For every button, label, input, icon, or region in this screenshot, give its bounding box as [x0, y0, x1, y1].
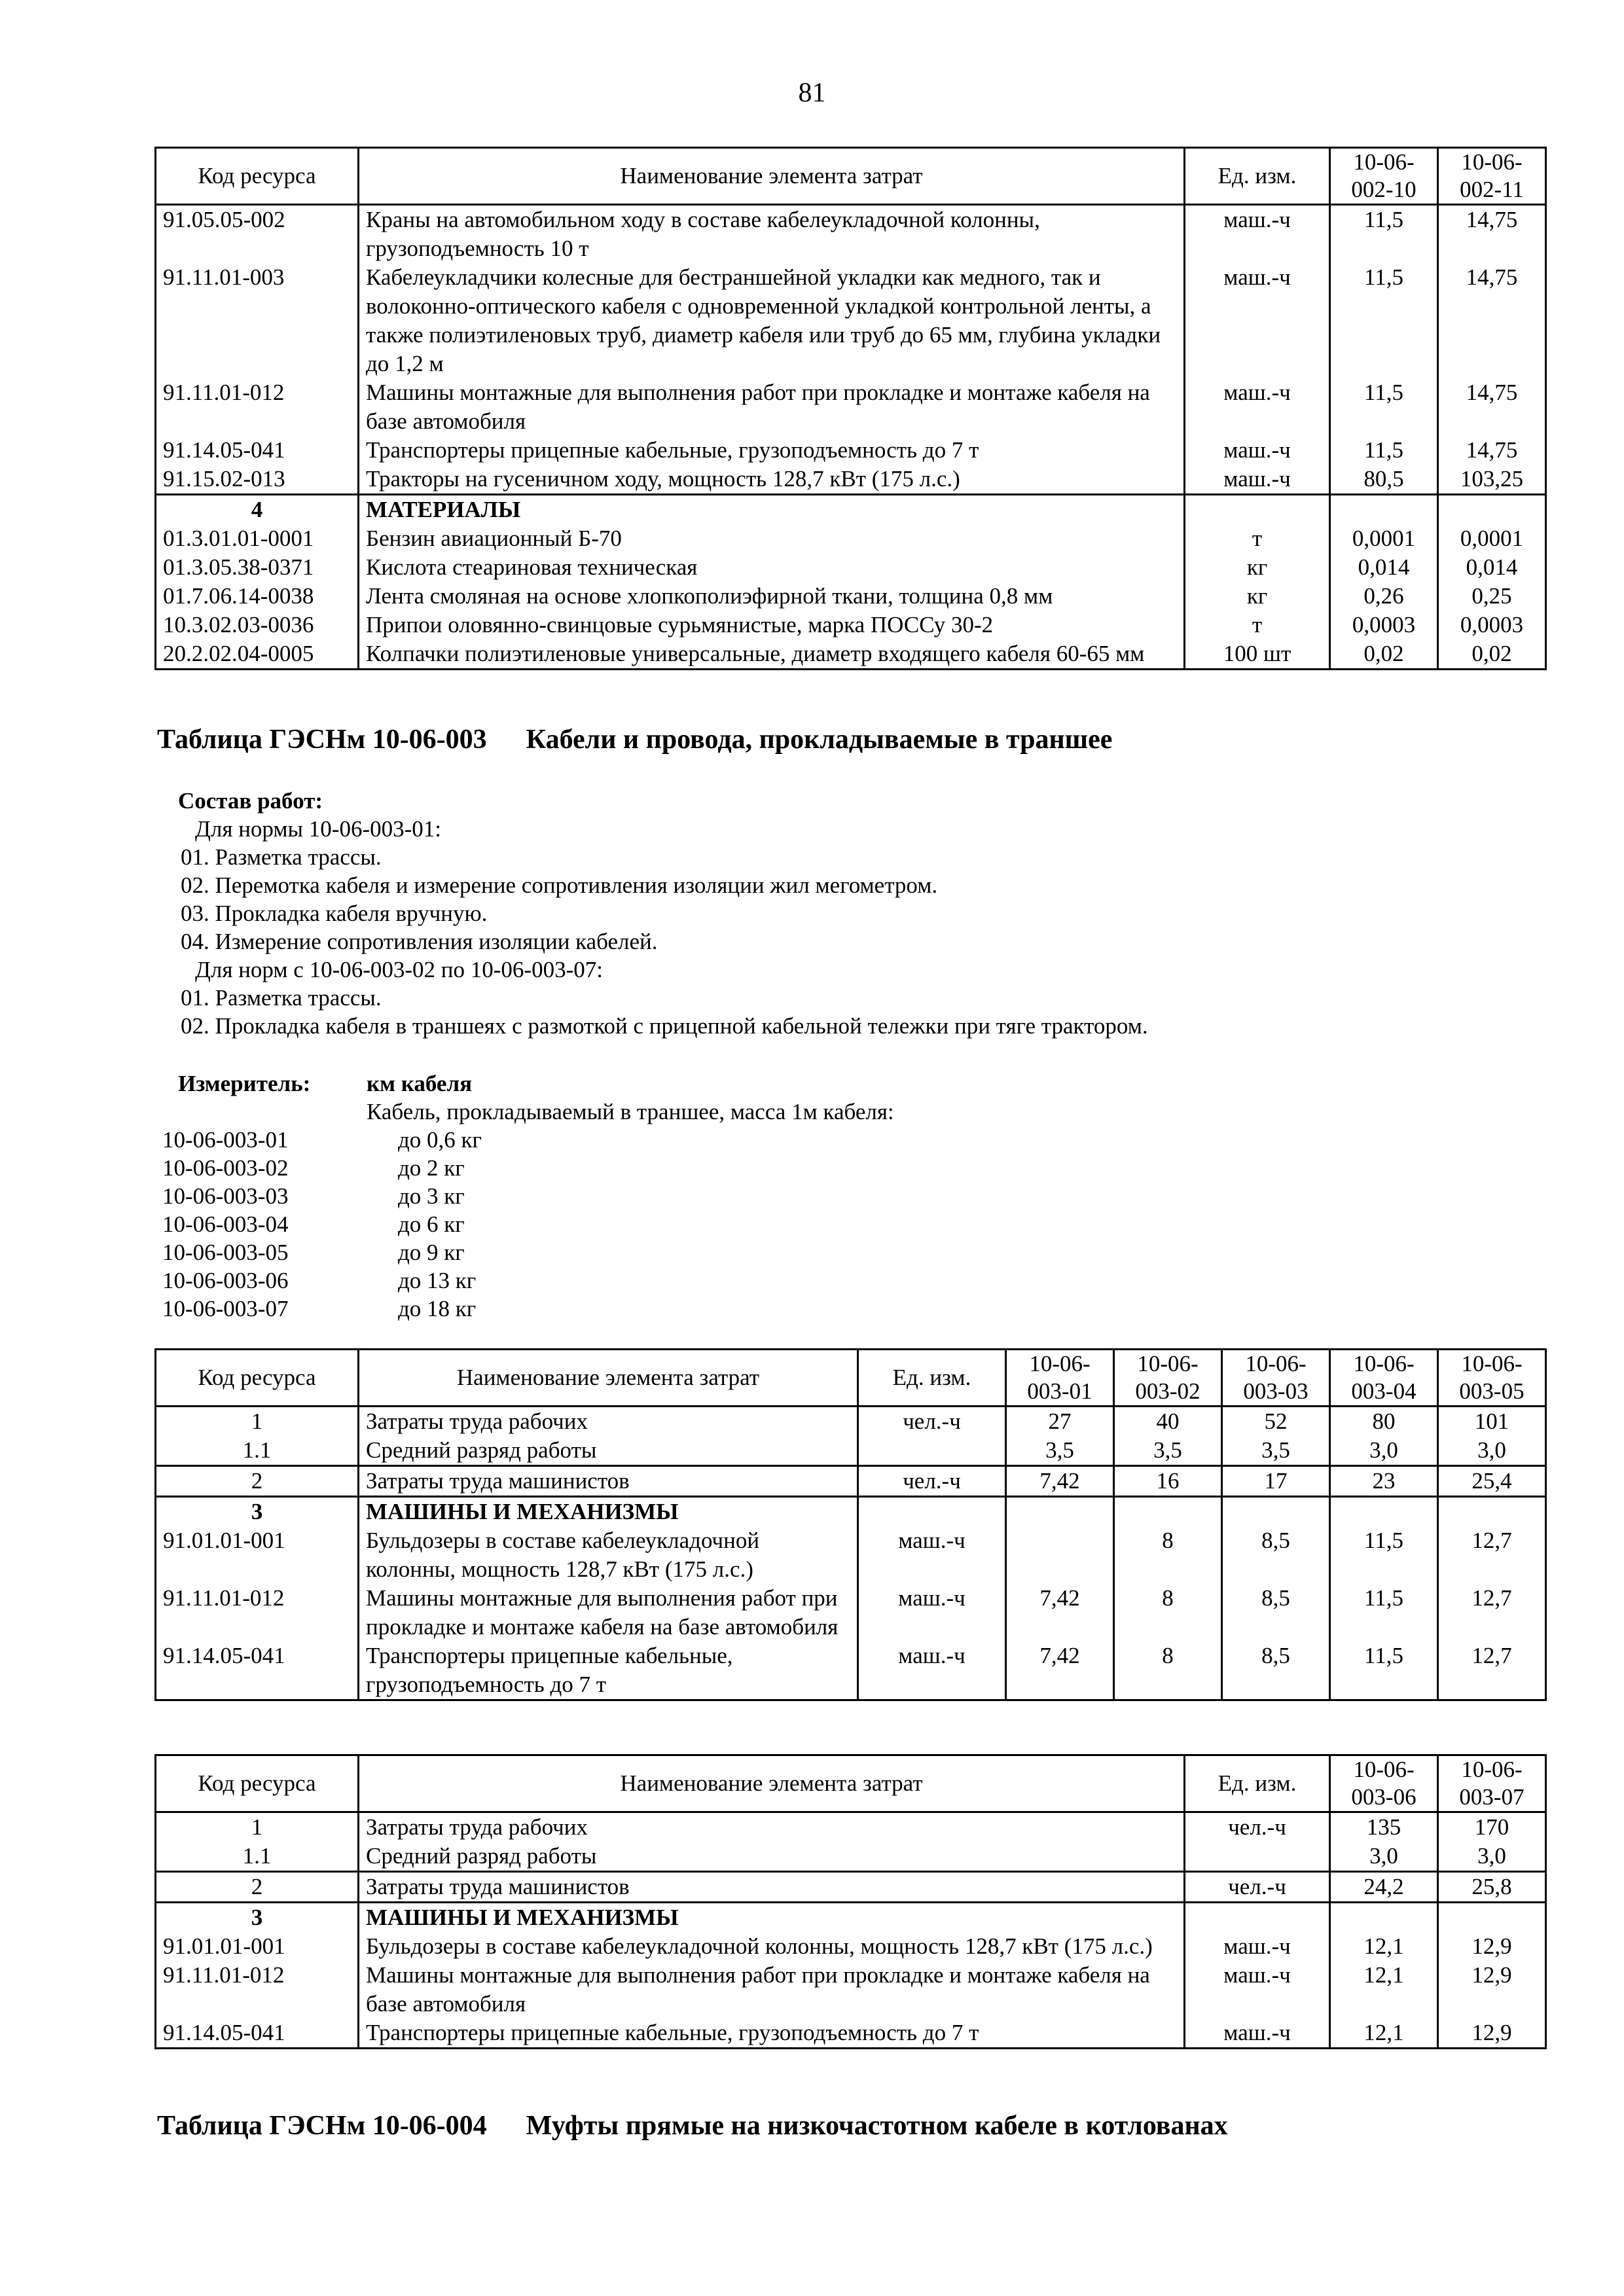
cell-name: Транспортеры прицепные кабельные, грузоподъемность до 7 т: [359, 2018, 1185, 2049]
cell-unit: чел.-ч: [858, 1466, 1006, 1497]
cell-value: 3,0: [1438, 1842, 1546, 1872]
table-heading-10-06-003: [157, 724, 1112, 755]
cell-value: 0,014: [1438, 553, 1546, 582]
cell-unit: маш.-ч: [858, 1641, 1006, 1700]
cell-code: 91.15.02-013: [156, 465, 359, 495]
cell-value: 12,9: [1438, 1961, 1546, 2018]
table-row: [156, 1466, 1546, 1497]
group-operators: [156, 1872, 1546, 1903]
cell-value: [1438, 495, 1546, 525]
cell-name: Затраты труда рабочих: [359, 1407, 858, 1437]
cell-value: [1006, 1497, 1114, 1527]
cell-value: [1330, 495, 1438, 525]
cell-code: 1.1: [156, 1842, 359, 1872]
cell-name: Затраты труда рабочих: [359, 1812, 1185, 1842]
cell-name: МАТЕРИАЛЫ: [359, 495, 1185, 525]
cell-value: 8: [1114, 1641, 1222, 1700]
cell-value: 23: [1330, 1466, 1438, 1497]
cell-value: 0,02: [1438, 639, 1546, 670]
header-norm: 10-06- 003-07: [1438, 1755, 1546, 1812]
cell-value: [1222, 1497, 1330, 1527]
cell-name: Затраты труда машинистов: [359, 1872, 1185, 1903]
meter-description: Кабель, прокладываемый в траншее, масса 1м кабеля:: [367, 1099, 894, 1124]
table-row: [156, 1641, 1546, 1700]
norm-desc: до 13 кг: [398, 1268, 477, 1293]
cell-name: Средний разряд работы: [359, 1842, 1185, 1872]
norm-code: 10-06-003-01: [162, 1127, 289, 1153]
cell-name: Машины монтажные для выполнения работ при прокладке и монтаже кабеля на базе автомобиля: [359, 378, 1185, 436]
cell-code: 10.3.02.03-0036: [156, 611, 359, 639]
table-row: [156, 1932, 1546, 1961]
works-block: [178, 787, 1148, 1039]
cell-value: 101: [1438, 1407, 1546, 1437]
cell-name: Затраты труда машинистов: [359, 1466, 858, 1497]
cell-value: 14,75: [1438, 263, 1546, 378]
table-row: [156, 378, 1546, 436]
cell-unit: [858, 1497, 1006, 1527]
cell-unit: [1185, 495, 1330, 525]
header-norm: 10-06- 003-05: [1438, 1350, 1546, 1407]
cell-code: 91.14.05-041: [156, 1641, 359, 1700]
cell-value: 11,5: [1330, 1641, 1438, 1700]
norm-row: [162, 1154, 1275, 1182]
header-norm: 10-06- 003-01: [1006, 1350, 1114, 1407]
work-item: 02. Перемотка кабеля и измерение сопротивления изоляции жил мегометром.: [181, 872, 938, 898]
work-item: Для норм с 10-06-003-02 по 10-06-003-07:: [195, 957, 603, 982]
header-name: Наименование элемента затрат: [359, 1350, 858, 1407]
cell-value: 3,5: [1006, 1436, 1114, 1466]
page-number: 81: [798, 78, 826, 108]
cell-value: 14,75: [1438, 378, 1546, 436]
cell-value: 27: [1006, 1407, 1114, 1437]
cell-value: 12,1: [1330, 1961, 1438, 2018]
table-row: [156, 1497, 1546, 1527]
cell-value: 8,5: [1222, 1584, 1330, 1641]
cell-unit: маш.-ч: [1185, 1932, 1330, 1961]
cell-value: 0,0001: [1438, 524, 1546, 553]
cell-value: 17: [1222, 1466, 1330, 1497]
cell-value: 170: [1438, 1812, 1546, 1842]
cell-value: 0,02: [1330, 639, 1438, 670]
cell-value: 7,42: [1006, 1584, 1114, 1641]
norm-desc: до 2 кг: [398, 1155, 465, 1181]
works-label: Состав работ:: [178, 788, 323, 814]
header-unit: Ед. изм.: [1185, 148, 1330, 205]
cell-name: Машины монтажные для выполнения работ при прокладке и монтаже кабеля на базе автомобиля: [359, 1584, 858, 1641]
group-machines: [156, 1497, 1546, 1700]
table-row: [156, 1526, 1546, 1584]
norm-code: 10-06-003-07: [162, 1296, 289, 1321]
cell-code: 91.11.01-012: [156, 378, 359, 436]
cell-unit: маш.-ч: [1185, 205, 1330, 264]
norm-code: 10-06-003-03: [162, 1183, 289, 1209]
meter-block: [162, 1069, 1275, 1321]
header-unit: Ед. изм.: [858, 1350, 1006, 1407]
norm-code: 10-06-003-04: [162, 1211, 289, 1237]
table-row: [156, 639, 1546, 670]
group-machines: [156, 205, 1546, 495]
cell-value: 12,7: [1438, 1526, 1546, 1584]
header-name: Наименование элемента затрат: [359, 1755, 1185, 1812]
table-row: [156, 1961, 1546, 2018]
table-label: Таблица ГЭСНм 10-06-003: [157, 725, 487, 755]
table-row: [156, 582, 1546, 611]
header-norm: 10-06- 003-02: [1114, 1350, 1222, 1407]
cell-value: 11,5: [1330, 1526, 1438, 1584]
cell-code: 20.2.02.04-0005: [156, 639, 359, 670]
cell-value: 0,26: [1330, 582, 1438, 611]
cell-name: Бензин авиационный Б-70: [359, 524, 1185, 553]
table-title: Муфты прямые на низкочастотном кабеле в котлованах: [526, 2111, 1228, 2141]
cell-code: 1.1: [156, 1436, 359, 1466]
norm-row: [162, 1210, 1275, 1238]
norm-desc: до 6 кг: [398, 1211, 465, 1237]
cell-name: Тракторы на гусеничном ходу, мощность 128,7 кВт (175 л.с.): [359, 465, 1185, 495]
work-item: Для нормы 10-06-003-01:: [195, 816, 441, 842]
cell-value: 3,5: [1114, 1436, 1222, 1466]
cell-name: МАШИНЫ И МЕХАНИЗМЫ: [359, 1497, 858, 1527]
cell-unit: т: [1185, 524, 1330, 553]
table-row: [156, 263, 1546, 378]
table-row: [156, 2018, 1546, 2049]
table-row: [156, 611, 1546, 639]
header-code: Код ресурса: [156, 148, 359, 205]
norm-row: [162, 1238, 1275, 1266]
table-row: [156, 495, 1546, 525]
cell-value: 80,5: [1330, 465, 1438, 495]
cell-value: 0,25: [1438, 582, 1546, 611]
cell-value: 3,0: [1330, 1842, 1438, 1872]
table-row: [156, 205, 1546, 264]
table-row: [156, 1407, 1546, 1437]
cell-unit: чел.-ч: [1185, 1812, 1330, 1842]
cell-value: 12,7: [1438, 1641, 1546, 1700]
cell-value: [1330, 1497, 1438, 1527]
work-item: 03. Прокладка кабеля вручную.: [181, 901, 488, 926]
norm-row: [162, 1126, 1275, 1154]
cell-value: 0,0003: [1330, 611, 1438, 639]
norm-row: [162, 1182, 1275, 1210]
cell-name: Припои оловянно-свинцовые сурьмянистые, марка ПОССу 30-2: [359, 611, 1185, 639]
cell-value: [1438, 1903, 1546, 1933]
group-materials: [156, 495, 1546, 670]
cell-value: 12,9: [1438, 1932, 1546, 1961]
table-row: [156, 465, 1546, 495]
cell-value: 14,75: [1438, 205, 1546, 264]
table-row: [156, 1842, 1546, 1872]
cell-value: 40: [1114, 1407, 1222, 1437]
cell-unit: [858, 1436, 1006, 1466]
table-row: [156, 436, 1546, 465]
cell-value: 3,5: [1222, 1436, 1330, 1466]
cell-code: 91.05.05-002: [156, 205, 359, 264]
cell-unit: кг: [1185, 582, 1330, 611]
cell-code: 91.11.01-012: [156, 1961, 359, 2018]
cell-name: Кислота стеариновая техническая: [359, 553, 1185, 582]
meter-unit: км кабеля: [367, 1071, 473, 1096]
table-header-row: [156, 148, 1546, 205]
cell-unit: маш.-ч: [1185, 378, 1330, 436]
cell-name: Бульдозеры в составе кабелеукладочной колонны, мощность 128,7 кВт (175 л.с.): [359, 1526, 858, 1584]
table-row: [156, 1436, 1546, 1466]
cell-name: Краны на автомобильном ходу в составе кабелеукладочной колонны, грузоподъемность 10 т: [359, 205, 1185, 264]
cell-value: 135: [1330, 1812, 1438, 1842]
header-norm: 10-06- 003-04: [1330, 1350, 1438, 1407]
cell-code: 4: [156, 495, 359, 525]
cell-value: 80: [1330, 1407, 1438, 1437]
group-machines: [156, 1903, 1546, 2049]
table-header-row: [156, 1350, 1546, 1407]
cell-value: 8: [1114, 1526, 1222, 1584]
cell-unit: [1185, 1842, 1330, 1872]
cell-value: 25,8: [1438, 1872, 1546, 1903]
header-norm: 10-06- 002-10: [1330, 148, 1438, 205]
header-code: Код ресурса: [156, 1755, 359, 1812]
resource-table-002: [154, 147, 1547, 670]
cell-name: Средний разряд работы: [359, 1436, 858, 1466]
cell-code: 2: [156, 1872, 359, 1903]
norm-row: [162, 1266, 1275, 1295]
cell-value: 0,014: [1330, 553, 1438, 582]
resource-table-003-b: [154, 1754, 1547, 2049]
meter-label: Измеритель:: [178, 1071, 311, 1096]
table-title: Кабели и провода, прокладываемые в траншее: [526, 725, 1113, 755]
cell-code: 91.14.05-041: [156, 436, 359, 465]
header-norm: 10-06- 002-11: [1438, 148, 1546, 205]
cell-unit: т: [1185, 611, 1330, 639]
cell-code: 91.01.01-001: [156, 1932, 359, 1961]
table-row: [156, 1872, 1546, 1903]
cell-value: 3,0: [1438, 1436, 1546, 1466]
cell-value: 14,75: [1438, 436, 1546, 465]
norm-desc: до 18 кг: [398, 1296, 477, 1321]
table-heading-10-06-004: [157, 2110, 1228, 2142]
cell-value: [1438, 1497, 1546, 1527]
cell-value: 11,5: [1330, 1584, 1438, 1641]
table-row: [156, 1903, 1546, 1933]
cell-value: 11,5: [1330, 205, 1438, 264]
cell-value: 12,1: [1330, 2018, 1438, 2049]
cell-name: Кабелеукладчики колесные для бестраншейной укладки как медного, так и волоконно-оптического кабеля с одновременной укладкой контрольной ленты, а также полиэтиленовых труб, диаметр кабеля или труб до 65 мм, глубина укладки до 1,2 м: [359, 263, 1185, 378]
work-item: 01. Разметка трассы.: [181, 985, 382, 1011]
norm-desc: до 3 кг: [398, 1183, 465, 1209]
cell-value: 8,5: [1222, 1641, 1330, 1700]
table-row: [156, 1584, 1546, 1641]
cell-code: 91.01.01-001: [156, 1526, 359, 1584]
cell-name: Транспортеры прицепные кабельные, грузоподъемность до 7 т: [359, 1641, 858, 1700]
cell-code: 1: [156, 1812, 359, 1842]
cell-code: 01.7.06.14-0038: [156, 582, 359, 611]
cell-value: 11,5: [1330, 378, 1438, 436]
work-item: 04. Измерение сопротивления изоляции кабелей.: [181, 929, 658, 954]
header-norm: 10-06- 003-06: [1330, 1755, 1438, 1812]
cell-value: 0,0001: [1330, 524, 1438, 553]
cell-value: 0,0003: [1438, 611, 1546, 639]
cell-unit: маш.-ч: [1185, 2018, 1330, 2049]
cell-unit: [1185, 1903, 1330, 1933]
work-item: 02. Прокладка кабеля в траншеях с размоткой с прицепной кабельной тележки при тяге трактором.: [181, 1013, 1148, 1039]
cell-value: 103,25: [1438, 465, 1546, 495]
cell-unit: чел.-ч: [1185, 1872, 1330, 1903]
cell-code: 3: [156, 1903, 359, 1933]
resource-table-003-a: [154, 1348, 1547, 1701]
norm-desc: до 0,6 кг: [398, 1127, 482, 1153]
cell-unit: 100 шт: [1185, 639, 1330, 670]
cell-value: 11,5: [1330, 263, 1438, 378]
norm-code: 10-06-003-06: [162, 1268, 289, 1293]
header-norm: 10-06- 003-03: [1222, 1350, 1330, 1407]
cell-value: 7,42: [1006, 1641, 1114, 1700]
group-labor: [156, 1407, 1546, 1466]
cell-value: 8: [1114, 1584, 1222, 1641]
header-name: Наименование элемента затрат: [359, 148, 1185, 205]
cell-code: 91.11.01-012: [156, 1584, 359, 1641]
cell-value: [1114, 1497, 1222, 1527]
cell-value: 24,2: [1330, 1872, 1438, 1903]
cell-name: Колпачки полиэтиленовые универсальные, диаметр входящего кабеля 60-65 мм: [359, 639, 1185, 670]
work-item: 01. Разметка трассы.: [181, 844, 382, 870]
cell-code: 01.3.01.01-0001: [156, 524, 359, 553]
cell-value: 3,0: [1330, 1436, 1438, 1466]
header-unit: Ед. изм.: [1185, 1755, 1330, 1812]
cell-code: 1: [156, 1407, 359, 1437]
cell-value: 12,7: [1438, 1584, 1546, 1641]
cell-value: [1006, 1526, 1114, 1584]
cell-unit: кг: [1185, 553, 1330, 582]
group-labor: [156, 1812, 1546, 1872]
cell-value: 11,5: [1330, 436, 1438, 465]
cell-name: Лента смоляная на основе хлопкополиэфирной ткани, толщина 0,8 мм: [359, 582, 1185, 611]
cell-unit: маш.-ч: [1185, 465, 1330, 495]
table-row: [156, 553, 1546, 582]
cell-code: 01.3.05.38-0371: [156, 553, 359, 582]
cell-name: Транспортеры прицепные кабельные, грузоподъемность до 7 т: [359, 436, 1185, 465]
cell-name: Бульдозеры в составе кабелеукладочной колонны, мощность 128,7 кВт (175 л.с.): [359, 1932, 1185, 1961]
cell-code: 2: [156, 1466, 359, 1497]
norm-row: [162, 1295, 1275, 1323]
table-label: Таблица ГЭСНм 10-06-004: [157, 2111, 487, 2141]
cell-code: 91.14.05-041: [156, 2018, 359, 2049]
table-row: [156, 524, 1546, 553]
cell-value: [1330, 1903, 1438, 1933]
cell-value: 12,1: [1330, 1932, 1438, 1961]
table-header-row: [156, 1755, 1546, 1812]
cell-unit: маш.-ч: [1185, 263, 1330, 378]
norm-desc: до 9 кг: [398, 1240, 465, 1265]
cell-unit: маш.-ч: [858, 1526, 1006, 1584]
cell-value: 7,42: [1006, 1466, 1114, 1497]
cell-code: 91.11.01-003: [156, 263, 359, 378]
cell-value: 12,9: [1438, 2018, 1546, 2049]
cell-code: 3: [156, 1497, 359, 1527]
table-row: [156, 1812, 1546, 1842]
cell-value: 16: [1114, 1466, 1222, 1497]
cell-unit: маш.-ч: [1185, 1961, 1330, 2018]
header-code: Код ресурса: [156, 1350, 359, 1407]
cell-name: МАШИНЫ И МЕХАНИЗМЫ: [359, 1903, 1185, 1933]
cell-unit: чел.-ч: [858, 1407, 1006, 1437]
cell-value: 52: [1222, 1407, 1330, 1437]
cell-unit: маш.-ч: [1185, 436, 1330, 465]
cell-value: 25,4: [1438, 1466, 1546, 1497]
norm-code: 10-06-003-05: [162, 1240, 289, 1265]
cell-name: Машины монтажные для выполнения работ при прокладке и монтаже кабеля на базе автомобиля: [359, 1961, 1185, 2018]
norm-code: 10-06-003-02: [162, 1155, 289, 1181]
group-operators: [156, 1466, 1546, 1497]
cell-unit: маш.-ч: [858, 1584, 1006, 1641]
cell-value: 8,5: [1222, 1526, 1330, 1584]
